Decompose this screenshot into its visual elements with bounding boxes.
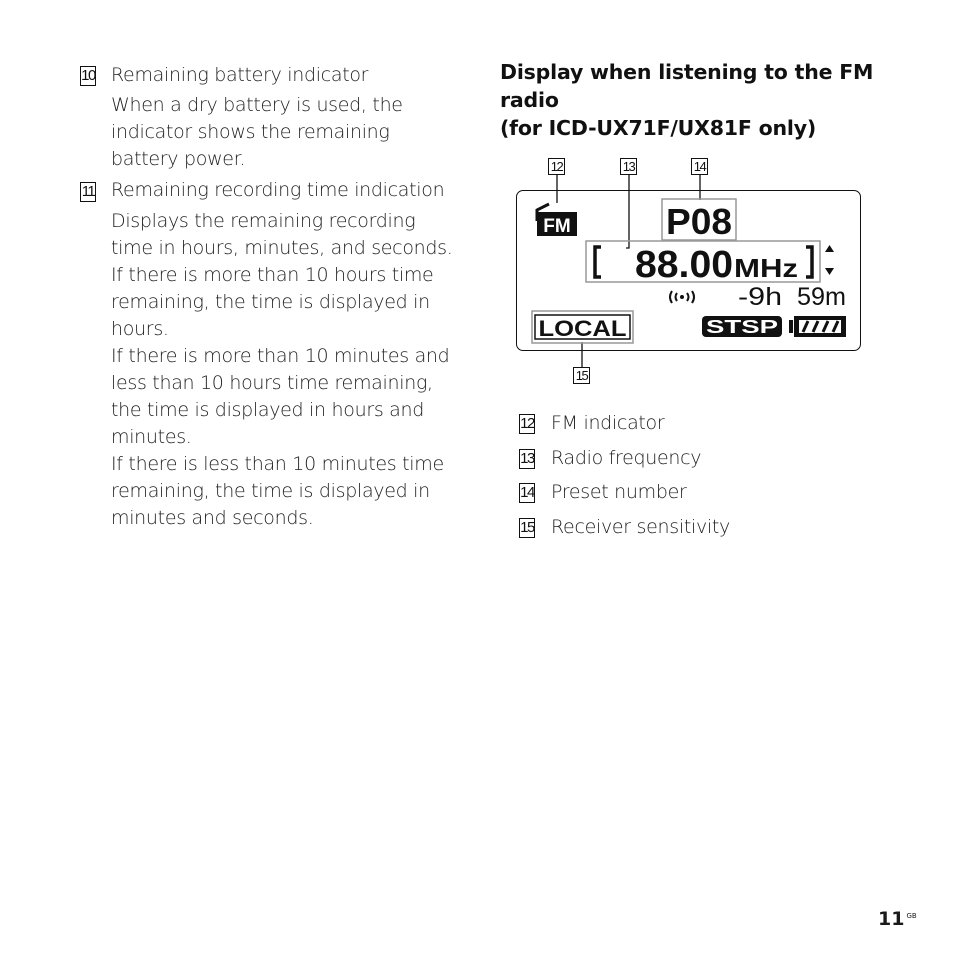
legend-label-preset-number: Preset number xyxy=(551,481,687,503)
callout-15: 15 xyxy=(573,367,590,384)
fm-text: FM xyxy=(542,215,571,237)
frequency-unit: MHz xyxy=(733,252,798,283)
text-line: remaining, the time is displayed in xyxy=(111,291,430,313)
text-line: battery power. xyxy=(111,148,246,170)
legend-label-fm-indicator: FM indicator xyxy=(551,412,665,434)
callout-14: 14 xyxy=(691,158,708,175)
text-line: minutes. xyxy=(111,426,192,448)
text-line: When a dry battery is used, the xyxy=(111,94,403,116)
local-text: LOCAL xyxy=(538,315,626,341)
heading-line: radio xyxy=(500,88,559,112)
page-number-value: 11 xyxy=(878,908,905,930)
text-line: less than 10 hours time remaining, xyxy=(111,372,433,394)
stsp-text: STSP xyxy=(705,316,778,337)
time-minutes: 59m xyxy=(796,282,846,311)
legend-number-15: 15 xyxy=(520,519,534,536)
callout-13: 13 xyxy=(620,158,637,175)
text-line: remaining, the time is displayed in xyxy=(111,480,430,502)
fm-indicator-icon xyxy=(537,204,577,237)
page-number xyxy=(878,908,917,930)
bracket-right xyxy=(806,247,812,277)
text-line: time in hours, minutes, and seconds. xyxy=(111,237,453,259)
item-number-10: 10 xyxy=(81,67,95,84)
item-number-11: 11 xyxy=(81,183,95,200)
text-line: If there is more than 10 minutes and xyxy=(111,345,450,367)
legend-number-14: 14 xyxy=(520,484,534,501)
legend-number-12: 12 xyxy=(520,415,534,432)
arrow-down-icon xyxy=(825,268,834,275)
legend-label-radio-frequency: Radio frequency xyxy=(551,447,702,469)
text-line: hours. xyxy=(111,318,169,340)
frequency-value: 88.00 xyxy=(634,243,733,286)
lcd-display xyxy=(516,190,861,351)
battery-icon xyxy=(789,316,846,337)
item-title-recording-time: Remaining recording time indication xyxy=(111,179,445,201)
bracket-left xyxy=(595,247,601,277)
legend-number-13: 13 xyxy=(520,450,534,467)
legend-label-receiver-sensitivity: Receiver sensitivity xyxy=(551,516,730,538)
signal-icon xyxy=(670,291,694,303)
text-line: Displays the remaining recording xyxy=(111,210,416,232)
lcd-graphics xyxy=(516,190,861,351)
arrow-up-icon xyxy=(825,245,834,252)
page-language-suffix: GB xyxy=(906,911,917,920)
text-line: minutes and seconds. xyxy=(111,507,314,529)
text-line: the time is displayed in hours and xyxy=(111,399,425,421)
text-line: If there is less than 10 minutes time xyxy=(111,453,444,475)
time-hours: -9h xyxy=(737,282,782,311)
text-line: If there is more than 10 hours time xyxy=(111,264,434,286)
item-title-battery: Remaining battery indicator xyxy=(111,64,369,86)
heading-line: (for ICD-UX71F/UX81F only) xyxy=(500,116,817,140)
heading-line: Display when listening to the FM xyxy=(500,60,874,84)
preset-number: P08 xyxy=(665,200,732,242)
text-line: indicator shows the remaining xyxy=(111,121,390,143)
callout-12: 12 xyxy=(548,158,565,175)
